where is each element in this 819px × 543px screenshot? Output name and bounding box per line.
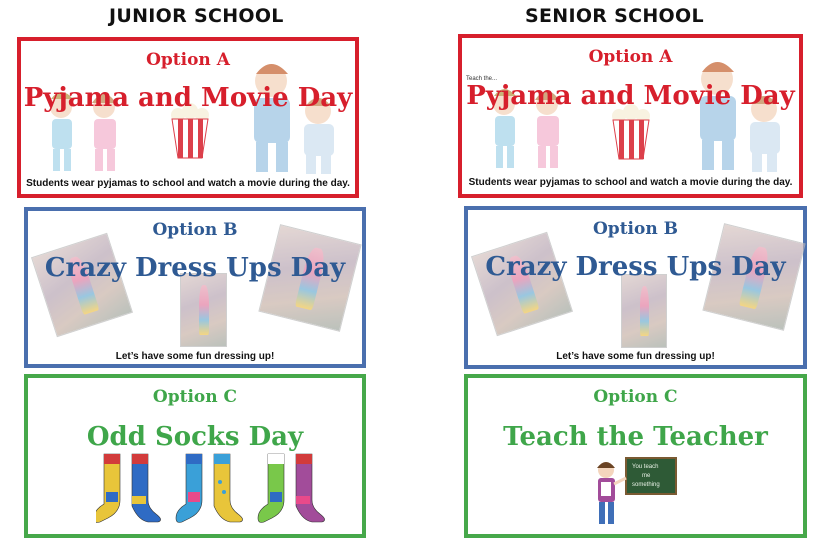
pyjama-movie-day-title: Pyjama and Movie Day (466, 81, 795, 111)
chalkboard-line: something (632, 482, 660, 488)
crazy-dress-ups-day-title: Crazy Dress Ups Day (485, 252, 786, 282)
junior-option-c-card (24, 374, 366, 538)
dress-up-photo (471, 232, 573, 337)
senior-option-a-card (458, 34, 803, 198)
junior-option-b-card (24, 207, 366, 368)
option-a-label: Option A (588, 47, 673, 67)
dress-up-photo (621, 274, 667, 348)
option-b-caption: Let’s have some fun dressing up! (115, 351, 275, 362)
option-b-label: Option B (593, 219, 678, 239)
option-c-label: Option C (152, 387, 238, 407)
option-b-caption: Let’s have some fun dressing up! (556, 351, 715, 362)
option-a-label: Option A (146, 50, 230, 70)
option-b-label: Option B (152, 220, 238, 240)
senior-option-b-card (464, 206, 807, 369)
teach-the-teacher-title: Teach the Teacher (503, 422, 768, 452)
option-a-caption: Students wear pyjamas to school and watch a movie during the day. (26, 178, 350, 189)
pyjama-movie-day-title: Pyjama and Movie Day (23, 83, 353, 113)
dress-up-photo (31, 233, 133, 338)
odd-socks-icon (96, 452, 336, 532)
senior-option-c-card (464, 374, 807, 538)
dress-up-photo (180, 273, 227, 347)
pyjama-boys-illustration (226, 56, 351, 176)
junior-option-a-card (17, 37, 359, 198)
chalkboard-line: me (642, 473, 651, 479)
teach-the-note: Teach the... (466, 76, 498, 82)
popcorn-icon (605, 104, 657, 164)
pyjama-boys-illustration (672, 54, 797, 174)
odd-socks-day-title: Odd Socks Day (86, 422, 304, 452)
junior-school-heading: JUNIOR SCHOOL (109, 5, 284, 27)
option-a-caption: Students wear pyjamas to school and watch a movie during the day. (468, 177, 793, 188)
option-c-label: Option C (593, 387, 678, 407)
crazy-dress-ups-day-title: Crazy Dress Ups Day (44, 253, 346, 283)
senior-school-heading: SENIOR SCHOOL (525, 5, 704, 27)
chalkboard-line: You teach (632, 464, 659, 470)
